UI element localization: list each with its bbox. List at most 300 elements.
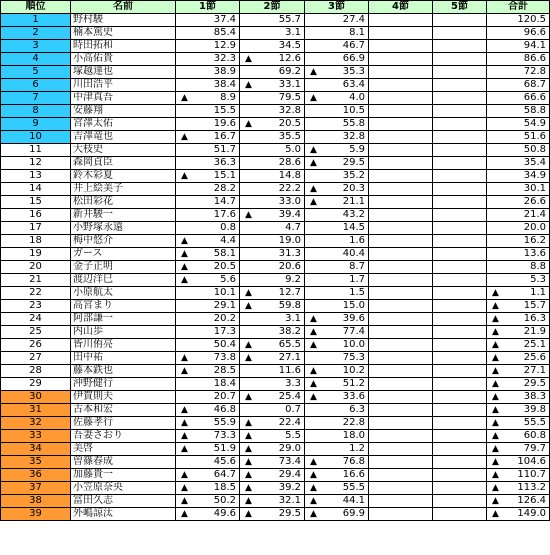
session-score-cell[interactable]: 9.2: [240, 274, 305, 287]
session-score-cell[interactable]: [433, 14, 487, 27]
rank-cell[interactable]: 19: [1, 248, 71, 261]
session-score-cell[interactable]: 8.7: [305, 261, 369, 274]
session-score-cell[interactable]: [240, 443, 305, 456]
total-score-cell[interactable]: [487, 456, 550, 469]
session-score-cell[interactable]: 40.4: [305, 248, 369, 261]
session-score-cell[interactable]: [369, 170, 433, 183]
session-score-cell[interactable]: [240, 495, 305, 508]
player-name-cell[interactable]: 小原航太: [71, 287, 176, 300]
rank-cell[interactable]: 32: [1, 417, 71, 430]
session-score-cell[interactable]: [433, 79, 487, 92]
session-score-cell[interactable]: [176, 274, 240, 287]
player-name-cell[interactable]: 野村駿: [71, 14, 176, 27]
rank-cell[interactable]: 24: [1, 313, 71, 326]
total-score-cell[interactable]: [487, 417, 550, 430]
session-score-cell[interactable]: 85.4: [176, 27, 240, 40]
session-score-cell[interactable]: [369, 456, 433, 469]
rank-cell[interactable]: 20: [1, 261, 71, 274]
rank-cell[interactable]: 16: [1, 209, 71, 222]
total-score-cell[interactable]: [487, 482, 550, 495]
session-score-cell[interactable]: [176, 131, 240, 144]
session-score-cell[interactable]: [305, 508, 369, 521]
rank-cell[interactable]: 13: [1, 170, 71, 183]
session-score-cell[interactable]: [369, 482, 433, 495]
session-score-cell[interactable]: [433, 378, 487, 391]
session-score-cell[interactable]: [176, 469, 240, 482]
rank-cell[interactable]: 37: [1, 482, 71, 495]
total-score-cell[interactable]: [487, 404, 550, 417]
total-score-cell[interactable]: 20.0: [487, 222, 550, 235]
rank-cell[interactable]: 35: [1, 456, 71, 469]
session-score-cell[interactable]: [433, 326, 487, 339]
session-score-cell[interactable]: 20.2: [176, 313, 240, 326]
session-score-cell[interactable]: 5.0: [240, 144, 305, 157]
total-score-cell[interactable]: [487, 313, 550, 326]
player-name-cell[interactable]: 金子正明: [71, 261, 176, 274]
session-score-cell[interactable]: [240, 417, 305, 430]
session-score-cell[interactable]: [369, 274, 433, 287]
session-score-cell[interactable]: 35.5: [240, 131, 305, 144]
session-score-cell[interactable]: 46.7: [305, 40, 369, 53]
session-score-cell[interactable]: 37.4: [176, 14, 240, 27]
rank-cell[interactable]: 29: [1, 378, 71, 391]
player-name-cell[interactable]: 皆川侑亮: [71, 339, 176, 352]
player-name-cell[interactable]: 中津真吾: [71, 92, 176, 105]
session-score-cell[interactable]: [369, 79, 433, 92]
session-score-cell[interactable]: 28.6: [240, 157, 305, 170]
session-score-cell[interactable]: 19.0: [240, 235, 305, 248]
total-score-cell[interactable]: [487, 508, 550, 521]
session-score-cell[interactable]: 4.7: [240, 222, 305, 235]
player-name-cell[interactable]: 鈴木彩夏: [71, 170, 176, 183]
player-name-cell[interactable]: 沖野健行: [71, 378, 176, 391]
session-score-cell[interactable]: 75.3: [305, 352, 369, 365]
session-score-cell[interactable]: [433, 469, 487, 482]
session-score-cell[interactable]: [176, 417, 240, 430]
session-score-cell[interactable]: [369, 131, 433, 144]
session-score-cell[interactable]: [433, 287, 487, 300]
session-score-cell[interactable]: [369, 313, 433, 326]
session-score-cell[interactable]: [240, 300, 305, 313]
session-score-cell[interactable]: [369, 248, 433, 261]
session-score-cell[interactable]: [433, 27, 487, 40]
player-name-cell[interactable]: 曽篠春成: [71, 456, 176, 469]
player-name-cell[interactable]: 伊賀則夫: [71, 391, 176, 404]
rank-cell[interactable]: 27: [1, 352, 71, 365]
session-score-cell[interactable]: [240, 508, 305, 521]
player-name-cell[interactable]: 塚越達也: [71, 66, 176, 79]
total-score-cell[interactable]: [487, 378, 550, 391]
session-score-cell[interactable]: [176, 495, 240, 508]
session-score-cell[interactable]: [369, 183, 433, 196]
rank-cell[interactable]: 15: [1, 196, 71, 209]
session-score-cell[interactable]: [369, 27, 433, 40]
total-score-cell[interactable]: 26.6: [487, 196, 550, 209]
player-name-cell[interactable]: 田中祐: [71, 352, 176, 365]
session-score-cell[interactable]: [176, 235, 240, 248]
session-score-cell[interactable]: 51.7: [176, 144, 240, 157]
session-score-cell[interactable]: [433, 300, 487, 313]
session-score-cell[interactable]: 36.3: [176, 157, 240, 170]
session-score-cell[interactable]: [433, 404, 487, 417]
player-name-cell[interactable]: 宮澤太佑: [71, 118, 176, 131]
rank-cell[interactable]: 21: [1, 274, 71, 287]
session-score-cell[interactable]: 45.6: [176, 456, 240, 469]
player-name-cell[interactable]: 楠本篤史: [71, 27, 176, 40]
total-score-cell[interactable]: [487, 326, 550, 339]
player-name-cell[interactable]: 時田拓和: [71, 40, 176, 53]
total-score-cell[interactable]: 58.8: [487, 105, 550, 118]
session-score-cell[interactable]: 3.3: [240, 378, 305, 391]
session-score-cell[interactable]: [433, 313, 487, 326]
session-score-cell[interactable]: [240, 339, 305, 352]
session-score-cell[interactable]: 20.6: [240, 261, 305, 274]
session-score-cell[interactable]: [305, 196, 369, 209]
header-session-5[interactable]: 5節: [433, 1, 487, 14]
session-score-cell[interactable]: 17.6: [176, 209, 240, 222]
player-name-cell[interactable]: 梅中悠介: [71, 235, 176, 248]
session-score-cell[interactable]: [305, 365, 369, 378]
session-score-cell[interactable]: [240, 430, 305, 443]
session-score-cell[interactable]: [433, 391, 487, 404]
rank-cell[interactable]: 31: [1, 404, 71, 417]
session-score-cell[interactable]: 6.3: [305, 404, 369, 417]
session-score-cell[interactable]: 43.2: [305, 209, 369, 222]
session-score-cell[interactable]: 38.2: [240, 326, 305, 339]
session-score-cell[interactable]: [433, 430, 487, 443]
session-score-cell[interactable]: 1.7: [305, 274, 369, 287]
total-score-cell[interactable]: 16.2: [487, 235, 550, 248]
session-score-cell[interactable]: [240, 352, 305, 365]
session-score-cell[interactable]: 79.5: [240, 92, 305, 105]
session-score-cell[interactable]: [369, 40, 433, 53]
session-score-cell[interactable]: [369, 378, 433, 391]
rank-cell[interactable]: 17: [1, 222, 71, 235]
session-score-cell[interactable]: [369, 157, 433, 170]
session-score-cell[interactable]: [433, 157, 487, 170]
player-name-cell[interactable]: ガース: [71, 248, 176, 261]
total-score-cell[interactable]: [487, 430, 550, 443]
total-score-cell[interactable]: [487, 352, 550, 365]
session-score-cell[interactable]: [176, 261, 240, 274]
rank-cell[interactable]: 25: [1, 326, 71, 339]
session-score-cell[interactable]: [176, 404, 240, 417]
session-score-cell[interactable]: [240, 118, 305, 131]
session-score-cell[interactable]: [369, 105, 433, 118]
total-score-cell[interactable]: [487, 339, 550, 352]
session-score-cell[interactable]: 33.0: [240, 196, 305, 209]
session-score-cell[interactable]: 14.7: [176, 196, 240, 209]
session-score-cell[interactable]: 14.8: [240, 170, 305, 183]
session-score-cell[interactable]: [176, 352, 240, 365]
player-name-cell[interactable]: 美啓: [71, 443, 176, 456]
session-score-cell[interactable]: 55.7: [240, 14, 305, 27]
rank-cell[interactable]: 26: [1, 339, 71, 352]
player-name-cell[interactable]: 渡辺洋巳: [71, 274, 176, 287]
total-score-cell[interactable]: 54.9: [487, 118, 550, 131]
session-score-cell[interactable]: [369, 196, 433, 209]
session-score-cell[interactable]: 35.2: [305, 170, 369, 183]
session-score-cell[interactable]: [433, 339, 487, 352]
session-score-cell[interactable]: 50.4: [176, 339, 240, 352]
session-score-cell[interactable]: [369, 508, 433, 521]
total-score-cell[interactable]: 68.7: [487, 79, 550, 92]
session-score-cell[interactable]: 31.3: [240, 248, 305, 261]
total-score-cell[interactable]: 96.6: [487, 27, 550, 40]
session-score-cell[interactable]: [305, 157, 369, 170]
session-score-cell[interactable]: [433, 209, 487, 222]
session-score-cell[interactable]: [240, 53, 305, 66]
session-score-cell[interactable]: 18.4: [176, 378, 240, 391]
player-name-cell[interactable]: 新井駿一: [71, 209, 176, 222]
total-score-cell[interactable]: [487, 391, 550, 404]
total-score-cell[interactable]: 30.1: [487, 183, 550, 196]
rank-cell[interactable]: 10: [1, 131, 71, 144]
session-score-cell[interactable]: [433, 443, 487, 456]
session-score-cell[interactable]: [240, 79, 305, 92]
session-score-cell[interactable]: [305, 495, 369, 508]
player-name-cell[interactable]: 外嶋諒汰: [71, 508, 176, 521]
session-score-cell[interactable]: 55.8: [305, 118, 369, 131]
session-score-cell[interactable]: [369, 443, 433, 456]
rank-cell[interactable]: 36: [1, 469, 71, 482]
session-score-cell[interactable]: [240, 482, 305, 495]
session-score-cell[interactable]: 38.9: [176, 66, 240, 79]
total-score-cell[interactable]: 13.6: [487, 248, 550, 261]
session-score-cell[interactable]: 32.8: [240, 105, 305, 118]
session-score-cell[interactable]: [305, 456, 369, 469]
player-name-cell[interactable]: 吾妻さおり: [71, 430, 176, 443]
session-score-cell[interactable]: [433, 144, 487, 157]
session-score-cell[interactable]: [369, 469, 433, 482]
session-score-cell[interactable]: [433, 482, 487, 495]
session-score-cell[interactable]: [433, 196, 487, 209]
rank-cell[interactable]: 5: [1, 66, 71, 79]
rank-cell[interactable]: 38: [1, 495, 71, 508]
session-score-cell[interactable]: [433, 417, 487, 430]
session-score-cell[interactable]: 12.9: [176, 40, 240, 53]
rank-cell[interactable]: 11: [1, 144, 71, 157]
rank-cell[interactable]: 4: [1, 53, 71, 66]
session-score-cell[interactable]: [433, 508, 487, 521]
total-score-cell[interactable]: 21.4: [487, 209, 550, 222]
session-score-cell[interactable]: 32.3: [176, 53, 240, 66]
session-score-cell[interactable]: [305, 339, 369, 352]
session-score-cell[interactable]: [176, 248, 240, 261]
total-score-cell[interactable]: 94.1: [487, 40, 550, 53]
session-score-cell[interactable]: [240, 456, 305, 469]
session-score-cell[interactable]: [305, 92, 369, 105]
session-score-cell[interactable]: [369, 417, 433, 430]
player-name-cell[interactable]: 小笠原奈央: [71, 482, 176, 495]
rank-cell[interactable]: 1: [1, 14, 71, 27]
player-name-cell[interactable]: 藤本鉄也: [71, 365, 176, 378]
player-name-cell[interactable]: 内山歩: [71, 326, 176, 339]
session-score-cell[interactable]: [369, 66, 433, 79]
session-score-cell[interactable]: 14.5: [305, 222, 369, 235]
total-score-cell[interactable]: [487, 365, 550, 378]
total-score-cell[interactable]: 5.3: [487, 274, 550, 287]
session-score-cell[interactable]: [305, 183, 369, 196]
player-name-cell[interactable]: 吉澤竜也: [71, 131, 176, 144]
session-score-cell[interactable]: [433, 261, 487, 274]
session-score-cell[interactable]: 19.6: [176, 118, 240, 131]
session-score-cell[interactable]: [176, 92, 240, 105]
session-score-cell[interactable]: [369, 365, 433, 378]
rank-cell[interactable]: 39: [1, 508, 71, 521]
session-score-cell[interactable]: [433, 53, 487, 66]
session-score-cell[interactable]: 10.1: [176, 287, 240, 300]
total-score-cell[interactable]: 8.8: [487, 261, 550, 274]
player-name-cell[interactable]: 大枝史: [71, 144, 176, 157]
session-score-cell[interactable]: [369, 352, 433, 365]
session-score-cell[interactable]: 17.3: [176, 326, 240, 339]
session-score-cell[interactable]: [369, 404, 433, 417]
total-score-cell[interactable]: [487, 469, 550, 482]
total-score-cell[interactable]: 120.5: [487, 14, 550, 27]
total-score-cell[interactable]: [487, 287, 550, 300]
session-score-cell[interactable]: [240, 469, 305, 482]
session-score-cell[interactable]: [369, 326, 433, 339]
session-score-cell[interactable]: [305, 469, 369, 482]
header-rank[interactable]: 順位: [1, 1, 71, 14]
player-name-cell[interactable]: 佐藤孝行: [71, 417, 176, 430]
header-name[interactable]: 名前: [71, 1, 176, 14]
session-score-cell[interactable]: 38.4: [176, 79, 240, 92]
session-score-cell[interactable]: [433, 365, 487, 378]
session-score-cell[interactable]: [369, 235, 433, 248]
player-name-cell[interactable]: 加藤貴一: [71, 469, 176, 482]
total-score-cell[interactable]: 66.6: [487, 92, 550, 105]
session-score-cell[interactable]: [433, 40, 487, 53]
session-score-cell[interactable]: [433, 66, 487, 79]
session-score-cell[interactable]: 3.1: [240, 27, 305, 40]
session-score-cell[interactable]: [240, 391, 305, 404]
session-score-cell[interactable]: [433, 352, 487, 365]
session-score-cell[interactable]: [369, 14, 433, 27]
session-score-cell[interactable]: [433, 131, 487, 144]
session-score-cell[interactable]: [176, 365, 240, 378]
session-score-cell[interactable]: 11.6: [240, 365, 305, 378]
header-session-4[interactable]: 4節: [369, 1, 433, 14]
total-score-cell[interactable]: 50.8: [487, 144, 550, 157]
session-score-cell[interactable]: [305, 326, 369, 339]
header-session-3[interactable]: 3節: [305, 1, 369, 14]
session-score-cell[interactable]: 3.1: [240, 313, 305, 326]
session-score-cell[interactable]: [305, 313, 369, 326]
player-name-cell[interactable]: 高宮まり: [71, 300, 176, 313]
session-score-cell[interactable]: [433, 248, 487, 261]
player-name-cell[interactable]: 川田浩平: [71, 79, 176, 92]
rank-cell[interactable]: 14: [1, 183, 71, 196]
session-score-cell[interactable]: 1.2: [305, 443, 369, 456]
session-score-cell[interactable]: [433, 456, 487, 469]
rank-cell[interactable]: 6: [1, 79, 71, 92]
session-score-cell[interactable]: [240, 209, 305, 222]
session-score-cell[interactable]: 29.1: [176, 300, 240, 313]
player-name-cell[interactable]: 井上絵美子: [71, 183, 176, 196]
header-session-1[interactable]: 1節: [176, 1, 240, 14]
player-name-cell[interactable]: 森岡貞臣: [71, 157, 176, 170]
rank-cell[interactable]: 22: [1, 287, 71, 300]
session-score-cell[interactable]: 1.6: [305, 235, 369, 248]
session-score-cell[interactable]: [433, 274, 487, 287]
session-score-cell[interactable]: 22.2: [240, 183, 305, 196]
session-score-cell[interactable]: [305, 482, 369, 495]
session-score-cell[interactable]: 32.8: [305, 131, 369, 144]
session-score-cell[interactable]: [369, 391, 433, 404]
total-score-cell[interactable]: 86.6: [487, 53, 550, 66]
session-score-cell[interactable]: [433, 105, 487, 118]
session-score-cell[interactable]: [433, 183, 487, 196]
session-score-cell[interactable]: [305, 144, 369, 157]
header-session-2[interactable]: 2節: [240, 1, 305, 14]
session-score-cell[interactable]: 0.8: [176, 222, 240, 235]
rank-cell[interactable]: 9: [1, 118, 71, 131]
session-score-cell[interactable]: 66.9: [305, 53, 369, 66]
session-score-cell[interactable]: 20.7: [176, 391, 240, 404]
session-score-cell[interactable]: [369, 261, 433, 274]
total-score-cell[interactable]: 51.6: [487, 131, 550, 144]
session-score-cell[interactable]: [176, 443, 240, 456]
session-score-cell[interactable]: 22.8: [305, 417, 369, 430]
rank-cell[interactable]: 2: [1, 27, 71, 40]
session-score-cell[interactable]: [305, 66, 369, 79]
session-score-cell[interactable]: 69.2: [240, 66, 305, 79]
player-name-cell[interactable]: 阿部謙一: [71, 313, 176, 326]
session-score-cell[interactable]: 28.2: [176, 183, 240, 196]
session-score-cell[interactable]: 10.5: [305, 105, 369, 118]
session-score-cell[interactable]: [433, 495, 487, 508]
session-score-cell[interactable]: [176, 170, 240, 183]
session-score-cell[interactable]: [369, 495, 433, 508]
session-score-cell[interactable]: [369, 92, 433, 105]
player-name-cell[interactable]: 古本和宏: [71, 404, 176, 417]
total-score-cell[interactable]: 34.9: [487, 170, 550, 183]
session-score-cell[interactable]: [433, 235, 487, 248]
session-score-cell[interactable]: [369, 222, 433, 235]
session-score-cell[interactable]: [369, 300, 433, 313]
rank-cell[interactable]: 18: [1, 235, 71, 248]
session-score-cell[interactable]: [369, 430, 433, 443]
session-score-cell[interactable]: 27.4: [305, 14, 369, 27]
session-score-cell[interactable]: 18.0: [305, 430, 369, 443]
session-score-cell[interactable]: 15.5: [176, 105, 240, 118]
player-name-cell[interactable]: 安藤翔: [71, 105, 176, 118]
session-score-cell[interactable]: 15.0: [305, 300, 369, 313]
session-score-cell[interactable]: 34.5: [240, 40, 305, 53]
player-name-cell[interactable]: 小野塚永遠: [71, 222, 176, 235]
player-name-cell[interactable]: 松田彩花: [71, 196, 176, 209]
session-score-cell[interactable]: [176, 508, 240, 521]
total-score-cell[interactable]: 72.8: [487, 66, 550, 79]
rank-cell[interactable]: 28: [1, 365, 71, 378]
session-score-cell[interactable]: [240, 287, 305, 300]
session-score-cell[interactable]: [433, 92, 487, 105]
session-score-cell[interactable]: [433, 170, 487, 183]
total-score-cell[interactable]: [487, 495, 550, 508]
session-score-cell[interactable]: [369, 209, 433, 222]
session-score-cell[interactable]: [369, 53, 433, 66]
session-score-cell[interactable]: 63.4: [305, 79, 369, 92]
session-score-cell[interactable]: [433, 118, 487, 131]
session-score-cell[interactable]: 8.1: [305, 27, 369, 40]
header-total[interactable]: 合計: [487, 1, 550, 14]
total-score-cell[interactable]: [487, 443, 550, 456]
session-score-cell[interactable]: 0.7: [240, 404, 305, 417]
total-score-cell[interactable]: 35.4: [487, 157, 550, 170]
rank-cell[interactable]: 7: [1, 92, 71, 105]
